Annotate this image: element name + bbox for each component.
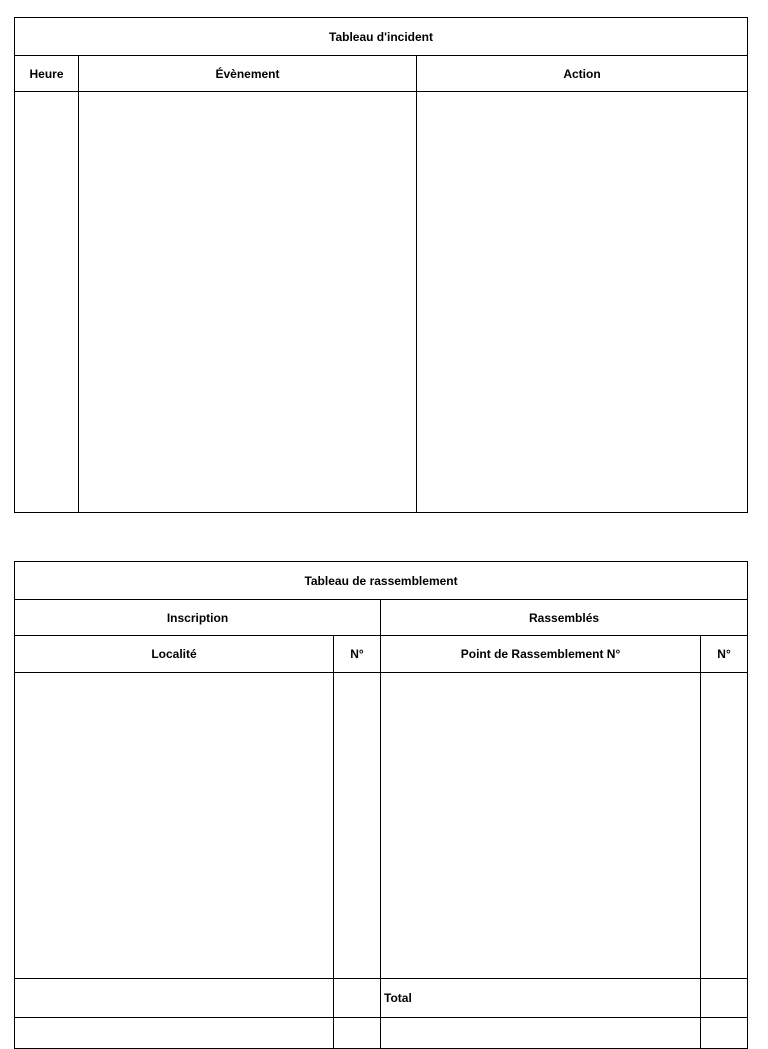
assembly-point-cell[interactable]	[381, 673, 701, 979]
column-header-mustered-number: N°	[701, 636, 748, 673]
event-cell[interactable]	[79, 92, 417, 513]
group-header-mustered: Rassemblés	[381, 600, 748, 636]
extra-cell[interactable]	[701, 1018, 748, 1049]
column-header-action: Action	[417, 56, 748, 92]
column-header-registration-number: N°	[334, 636, 381, 673]
group-header-registration: Inscription	[15, 600, 381, 636]
extra-cell[interactable]	[334, 1018, 381, 1049]
extra-cell[interactable]	[381, 1018, 701, 1049]
mustered-total-cell[interactable]	[701, 979, 748, 1018]
extra-cell[interactable]	[15, 1018, 334, 1049]
column-header-event: Évènement	[79, 56, 417, 92]
registration-number-cell[interactable]	[334, 673, 381, 979]
muster-table	[14, 561, 748, 1049]
location-cell[interactable]	[15, 673, 334, 979]
column-header-assembly-point: Point de Rassemblement N°	[381, 636, 701, 673]
total-label: Total	[381, 979, 701, 1018]
incident-table	[14, 17, 748, 513]
registration-total-label-cell[interactable]	[15, 979, 334, 1018]
registration-total-cell[interactable]	[334, 979, 381, 1018]
mustered-number-cell[interactable]	[701, 673, 748, 979]
column-header-time: Heure	[15, 56, 79, 92]
action-cell[interactable]	[417, 92, 748, 513]
muster-table-title: Tableau de rassemblement	[15, 562, 748, 600]
incident-table-title: Tableau d'incident	[15, 18, 748, 56]
time-cell[interactable]	[15, 92, 79, 513]
column-header-location: Localité	[15, 636, 334, 673]
